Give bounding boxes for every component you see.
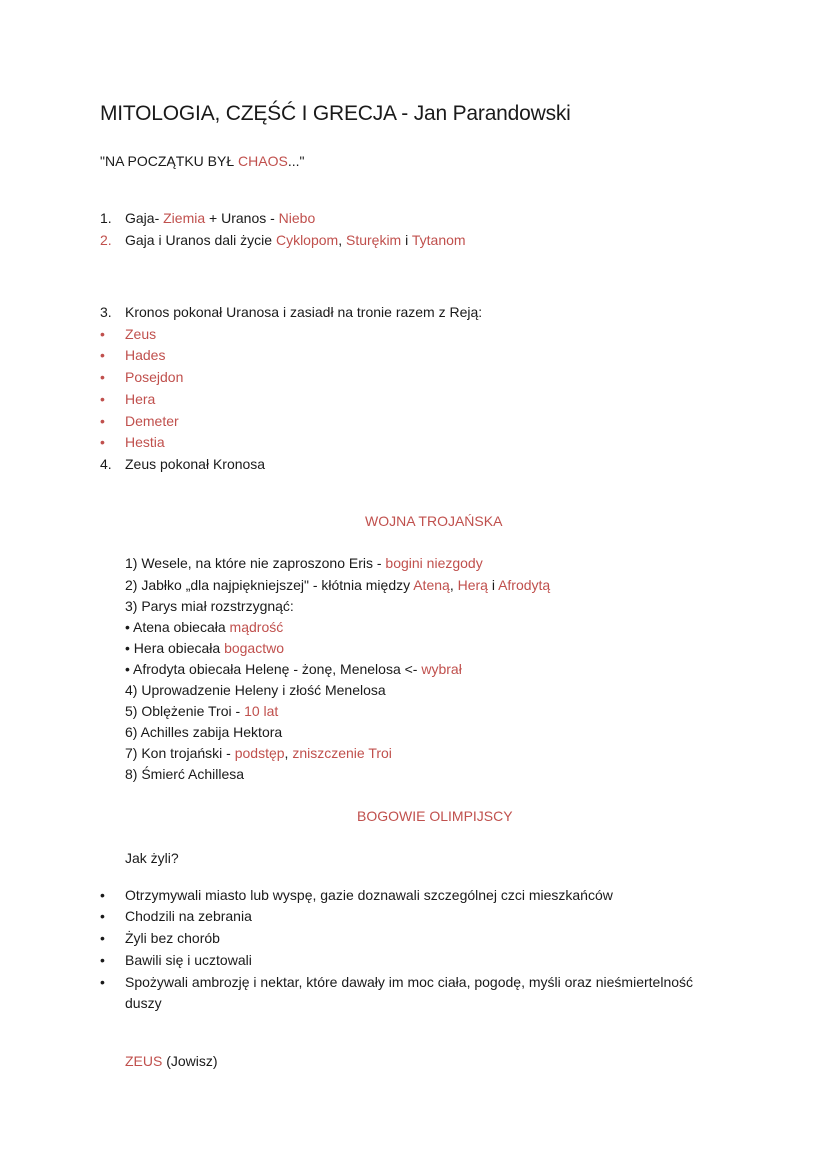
bullet-icon: • [100, 391, 105, 407]
trojan-item-4 [125, 680, 386, 700]
highlight: Cyklopom [275, 232, 339, 248]
child-item-hera [100, 389, 155, 409]
text: Bawili się i ucztowali [125, 952, 252, 968]
trojan-item-8 [125, 764, 244, 784]
bullet-icon: • [100, 413, 105, 429]
text: • Afrodyta obiecała Helenę - żonę, Menelosa <- [125, 661, 422, 677]
text: Otrzymywali miasto lub wyspę, gazie doznawali szczególnej czci mieszkańców [125, 887, 613, 903]
text: Chodzili na zebrania [125, 908, 252, 924]
trojan-item-3c [125, 659, 462, 679]
bullet-icon: • [100, 434, 105, 450]
section-heading-olympians: BOGOWIE OLIMPIJSCY [357, 808, 513, 824]
bullet-icon: • [100, 369, 105, 385]
olympians-item-4 [100, 950, 252, 970]
child-item-demeter [100, 411, 179, 431]
text: • Atena obiecała [125, 619, 230, 635]
child-item-hestia [100, 432, 165, 452]
bullet-icon: • [100, 952, 105, 968]
trojan-item-7 [125, 743, 392, 763]
text: • Hera obiecała [125, 640, 225, 656]
highlight: wybrał [421, 661, 462, 677]
numbered-item-1 [100, 208, 315, 228]
text: , [284, 745, 293, 761]
item-number: 1. [100, 210, 112, 226]
text: , [449, 577, 458, 593]
olympians-item-2 [100, 906, 252, 926]
olympians-question: Jak żyli? [125, 850, 179, 866]
highlight: Herą [457, 577, 488, 593]
intro-text-end: ..." [287, 153, 305, 169]
highlight: Sturękim [345, 232, 402, 248]
highlight: bogactwo [224, 640, 285, 656]
text: Kronos pokonał Uranosa i zasiadł na tronie razem z Reją: [125, 304, 483, 320]
bullet-icon: • [100, 326, 105, 342]
trojan-item-1 [125, 553, 483, 573]
child-name: Hestia [125, 434, 165, 450]
zeus-heading [125, 1051, 218, 1071]
child-name: Zeus [125, 326, 157, 342]
olympians-item-5-continued: duszy [125, 995, 162, 1011]
text: (Jowisz) [162, 1053, 218, 1069]
document-title: MITOLOGIA, CZĘŚĆ I GRECJA - Jan Parandowski [100, 102, 571, 125]
section-heading-trojan-war: WOJNA TROJAŃSKA [365, 513, 503, 529]
child-item-hades [100, 345, 165, 365]
text: i [401, 232, 412, 248]
text: 7) Kon trojański - [125, 745, 235, 761]
text: 6) Achilles zabija Hektora [125, 724, 283, 740]
olympians-item-1 [100, 885, 613, 905]
text: 2) Jabłko „dla najpiękniejszej" - kłótnia między [125, 577, 414, 593]
highlight: Tytanom [411, 232, 466, 248]
text: 5) Oblężenie Troi - [125, 703, 245, 719]
olympians-item-5 [100, 972, 693, 992]
intro-highlight: CHAOS [238, 153, 288, 169]
trojan-item-2 [125, 575, 550, 595]
intro-line [100, 151, 304, 171]
highlight: Ziemia [163, 210, 206, 226]
numbered-item-2 [100, 230, 466, 250]
trojan-item-6 [125, 722, 282, 742]
olympians-item-3 [100, 928, 220, 948]
intro-text: "NA POCZĄTKU BYŁ [100, 153, 239, 169]
item-number: 4. [100, 456, 112, 472]
bullet-icon: • [100, 347, 105, 363]
numbered-item-4 [100, 454, 265, 474]
child-name: Hades [125, 347, 166, 363]
text: Gaja- [125, 210, 164, 226]
highlight: mądrość [229, 619, 284, 635]
child-item-zeus [100, 324, 156, 344]
highlight: ZEUS [125, 1053, 163, 1069]
highlight: podstęp [234, 745, 285, 761]
highlight: 10 lat [244, 703, 279, 719]
text: , [338, 232, 346, 248]
bullet-icon: • [100, 930, 105, 946]
highlight: bogini niezgody [385, 555, 483, 571]
bullet-icon: • [100, 908, 105, 924]
text: Spożywali ambrozję i nektar, które dawały im moc ciała, pogodę, myśli oraz nieśmiertelność [125, 974, 694, 990]
text: + Uranos - [205, 210, 279, 226]
text: 1) Wesele, na które nie zaproszono Eris - [125, 555, 386, 571]
child-name: Demeter [125, 413, 179, 429]
text: 8) Śmierć Achillesa [125, 766, 245, 782]
highlight: Ateną [413, 577, 450, 593]
child-name: Posejdon [125, 369, 184, 385]
bullet-icon: • [100, 974, 105, 990]
text: Zeus pokonał Kronosa [125, 456, 266, 472]
text: 3) Parys miał rozstrzygnąć: [125, 598, 294, 614]
text: i [487, 577, 499, 593]
item-number: 3. [100, 304, 112, 320]
trojan-item-5 [125, 701, 278, 721]
bullet-icon: • [100, 887, 105, 903]
highlight: Niebo [278, 210, 316, 226]
child-item-posejdon [100, 367, 183, 387]
text: Gaja i Uranos dali życie [125, 232, 276, 248]
child-name: Hera [125, 391, 156, 407]
text: 4) Uprowadzenie Heleny i złość Menelosa [125, 682, 386, 698]
item-number: 2. [100, 232, 112, 248]
numbered-item-3 [100, 302, 482, 322]
trojan-item-3 [125, 596, 294, 616]
text: Żyli bez chorób [125, 930, 220, 946]
trojan-item-3a [125, 617, 283, 637]
highlight: zniszczenie Troi [292, 745, 392, 761]
highlight: Afrodytą [498, 577, 551, 593]
trojan-item-3b [125, 638, 284, 658]
